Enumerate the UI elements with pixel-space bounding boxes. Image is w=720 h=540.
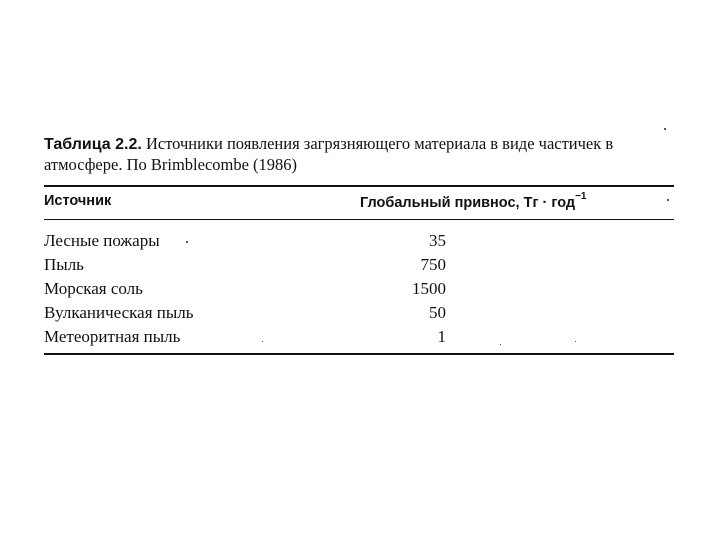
scan-speck — [500, 344, 501, 345]
header-global-input-text: Глобальный привнос, Тг · год — [360, 194, 576, 211]
row-source: Метеоритная пыль — [44, 327, 181, 346]
table-caption — [44, 134, 684, 175]
table-row — [44, 277, 674, 301]
table-row — [44, 301, 674, 325]
scan-speck — [667, 199, 669, 201]
scan-speck — [186, 241, 188, 243]
table-number: Таблица 2.2. — [44, 136, 142, 153]
row-source: Пыль — [44, 255, 84, 274]
table-top-rule — [44, 185, 674, 187]
caption-text: Источники появления загрязняющего материала в виде частичек в атмосфере. По Brimblecombe (1986) — [44, 134, 614, 174]
table-header-row — [44, 193, 674, 215]
table-header-rule — [44, 219, 674, 220]
row-value: 35 — [429, 231, 446, 250]
row-source: Морская соль — [44, 279, 143, 298]
table-row — [44, 325, 674, 349]
row-value: 1500 — [412, 279, 446, 298]
scan-speck — [575, 341, 576, 342]
row-source: Лесные пожары — [44, 231, 160, 250]
scan-speck — [664, 128, 666, 130]
header-source: Источник — [44, 193, 112, 209]
row-value: 50 — [429, 303, 446, 322]
header-global-input — [360, 193, 587, 211]
table-body — [44, 229, 674, 349]
scan-speck — [262, 341, 263, 342]
table-row — [44, 229, 674, 253]
row-source: Вулканическая пыль — [44, 303, 194, 322]
row-value: 1 — [437, 327, 446, 346]
table-bottom-rule — [44, 353, 674, 355]
row-value: 750 — [420, 255, 446, 274]
table-row — [44, 253, 674, 277]
header-unit-exponent: −1 — [575, 191, 587, 202]
